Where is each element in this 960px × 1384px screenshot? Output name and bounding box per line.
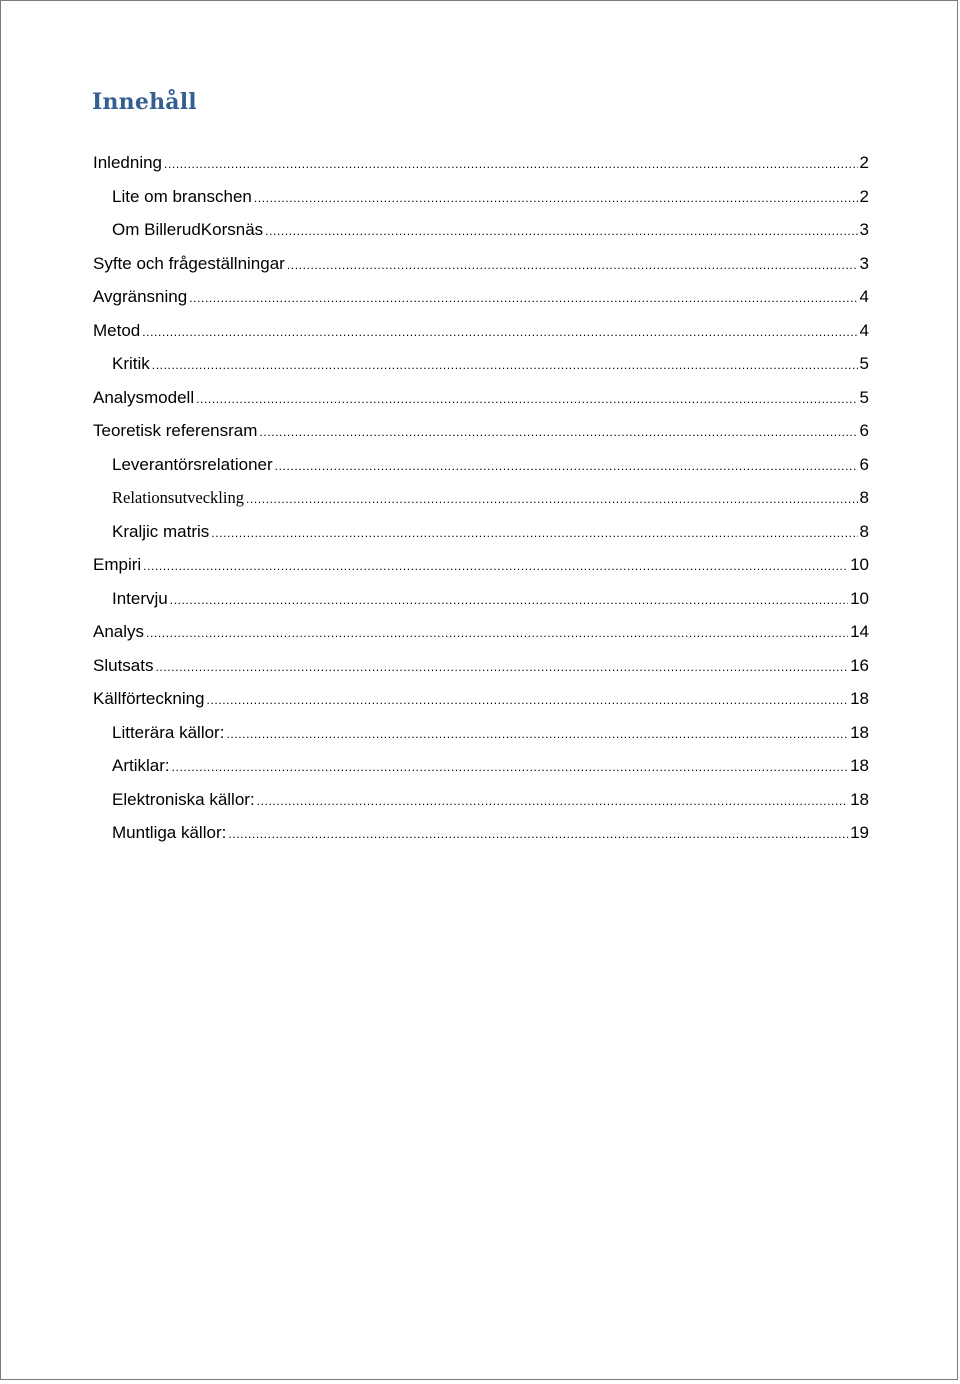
toc-entry-page: 8 [859, 521, 869, 541]
toc-entry-title: Kraljic matris [112, 521, 210, 541]
dot-leader [226, 727, 848, 741]
toc-entry-syfte[interactable] [93, 254, 869, 288]
dot-leader [246, 492, 858, 506]
toc-entry-page: 6 [859, 454, 869, 474]
dot-leader [143, 559, 848, 573]
toc-entry-title: Empiri [93, 555, 142, 574]
dot-leader [172, 760, 848, 774]
toc-entry-page: 3 [859, 253, 869, 273]
toc-entry-om-billerudkorsnas[interactable] [93, 220, 869, 254]
dot-leader [207, 693, 849, 707]
toc-entry-kritik[interactable] [93, 354, 869, 388]
dot-leader [287, 258, 858, 272]
toc-entry-page: 19 [850, 823, 869, 842]
toc-entry-page: 2 [859, 186, 869, 206]
toc-entry-page: 18 [850, 689, 869, 708]
toc-entry-kallforteckning[interactable] [93, 689, 869, 723]
toc-entry-page: 2 [859, 153, 869, 172]
toc-entry-title: Analys [93, 622, 145, 641]
toc-entry-page: 14 [850, 622, 869, 641]
toc-entry-title: Metod [93, 320, 141, 340]
toc-entry-teoretisk-referensram[interactable] [93, 421, 869, 455]
dot-leader [228, 827, 848, 841]
dot-leader [259, 425, 857, 439]
toc-entry-title: Leverantörsrelationer [112, 454, 273, 474]
toc-entry-page: 18 [850, 756, 869, 775]
toc-entry-title: Intervju [112, 588, 168, 608]
toc-entry-inledning[interactable] [93, 153, 869, 187]
toc-entry-page: 5 [859, 387, 869, 407]
toc-entry-muntliga-kallor[interactable] [93, 823, 869, 857]
toc-entry-page: 4 [859, 320, 869, 340]
toc-entry-lite-om-branschen[interactable] [93, 187, 869, 221]
toc-entry-analys[interactable] [93, 622, 869, 656]
dot-leader [211, 526, 857, 540]
toc-entry-litterara-kallor[interactable] [93, 723, 869, 757]
toc-entry-analysmodell[interactable] [93, 388, 869, 422]
dot-leader [257, 794, 848, 808]
toc-entry-title: Slutsats [93, 655, 154, 675]
toc-entry-slutsats[interactable] [93, 656, 869, 690]
dot-leader [170, 593, 848, 607]
toc-entry-page: 3 [859, 220, 869, 239]
toc-entry-page: 8 [859, 488, 869, 507]
toc-entry-page: 18 [850, 722, 869, 742]
dot-leader [189, 291, 857, 305]
toc-entry-title: Om BillerudKorsnäs [112, 220, 264, 239]
toc-entry-intervju[interactable] [93, 589, 869, 623]
dot-leader [254, 191, 858, 205]
toc-entry-title: Artiklar: [112, 756, 170, 775]
toc-entry-page: 10 [850, 588, 869, 608]
toc-heading: Innehåll [92, 89, 197, 115]
dot-leader [155, 660, 848, 674]
toc-entry-avgransning[interactable] [93, 287, 869, 321]
toc-entry-title: Muntliga källor: [112, 823, 227, 842]
toc-entry-title: Källförteckning [93, 689, 205, 708]
toc-entry-title: Lite om branschen [112, 186, 252, 206]
toc-entry-title: Elektroniska källor: [112, 789, 255, 809]
toc-entry-artiklar[interactable] [93, 756, 869, 790]
dot-leader [265, 224, 857, 238]
dot-leader [152, 358, 858, 372]
toc-entry-title: Analysmodell [93, 387, 195, 407]
toc-entry-page: 4 [859, 287, 869, 306]
toc-entry-title: Avgränsning [93, 287, 188, 306]
toc-entry-empiri[interactable] [93, 555, 869, 589]
toc-entry-title: Litterära källor: [112, 722, 225, 742]
dot-leader [164, 157, 858, 171]
toc-entry-kraljic-matris[interactable] [93, 522, 869, 556]
dot-leader [196, 392, 857, 406]
toc-entry-title: Kritik [112, 354, 150, 373]
toc-entry-page: 6 [859, 421, 869, 440]
toc-entry-page: 18 [850, 789, 869, 809]
toc-entry-title: Syfte och frågeställningar [93, 253, 285, 273]
toc-entry-title: Teoretisk referensram [93, 421, 258, 440]
toc-entry-page: 10 [850, 555, 869, 574]
dot-leader [275, 459, 858, 473]
toc-entry-elektroniska-kallor[interactable] [93, 790, 869, 824]
toc-entry-title: Relationsutveckling [112, 488, 244, 507]
toc-entry-page: 5 [859, 354, 869, 373]
table-of-contents [93, 153, 869, 857]
toc-entry-page: 16 [850, 655, 869, 675]
toc-entry-relationsutveckling[interactable] [93, 488, 869, 522]
dot-leader [142, 325, 857, 339]
toc-entry-title: Inledning [93, 153, 163, 172]
toc-entry-leverantorsrelationer[interactable] [93, 455, 869, 489]
dot-leader [146, 626, 848, 640]
toc-entry-metod[interactable] [93, 321, 869, 355]
